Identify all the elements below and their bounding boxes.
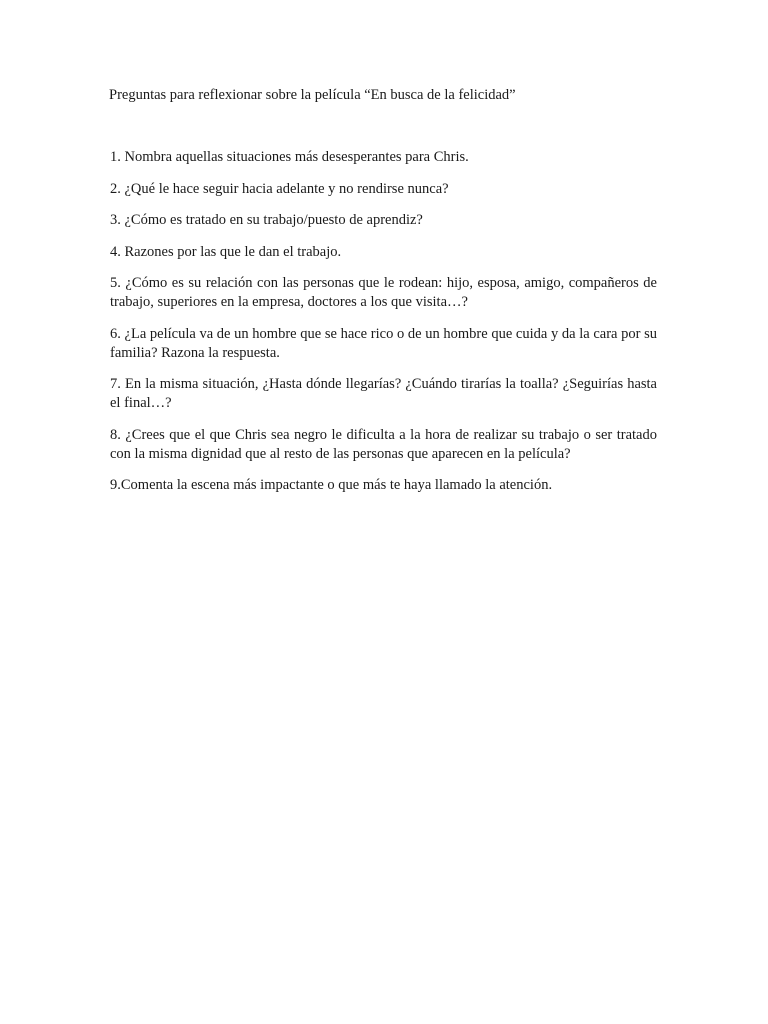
question-item-1: 1. Nombra aquellas situaciones más desesperantes para Chris. [110, 149, 469, 165]
question-list [110, 148, 657, 508]
question-item-9: 9.Comenta la escena más impactante o que más te haya llamado la atención. [110, 477, 553, 493]
question-item-3: 3. ¿Cómo es tratado en su trabajo/puesto de aprendiz? [110, 212, 423, 228]
question-item-4: 4. Razones por las que le dan el trabajo. [110, 243, 342, 260]
question-item-5: 5. ¿Cómo es su relación con las personas que le rodean: hijo, esposa, amigo, compañeros de trabajo, superiores en la empresa, doctores a los que visita…? [110, 275, 657, 310]
question-item-2: 2. ¿Qué le hace seguir hacia adelante y no rendirse nunca? [110, 180, 449, 197]
question-item-8: 8. ¿Crees que el que Chris sea negro le dificulta a la hora de realizar su trabajo o ser tratado con la misma dignidad que al resto de las personas que aparecen en la película? [110, 426, 657, 462]
document-title: Preguntas para reflexionar sobre la película “En busca de la felicidad” [109, 87, 516, 103]
question-item-6: 6. ¿La película va de un hombre que se hace rico o de un hombre que cuida y da la cara por su familia? Razona la respuesta. [110, 325, 657, 361]
question-item-7: 7. En la misma situación, ¿Hasta dónde llegarías? ¿Cuándo tirarías la toalla? ¿Seguirías hasta el final…? [110, 376, 657, 411]
